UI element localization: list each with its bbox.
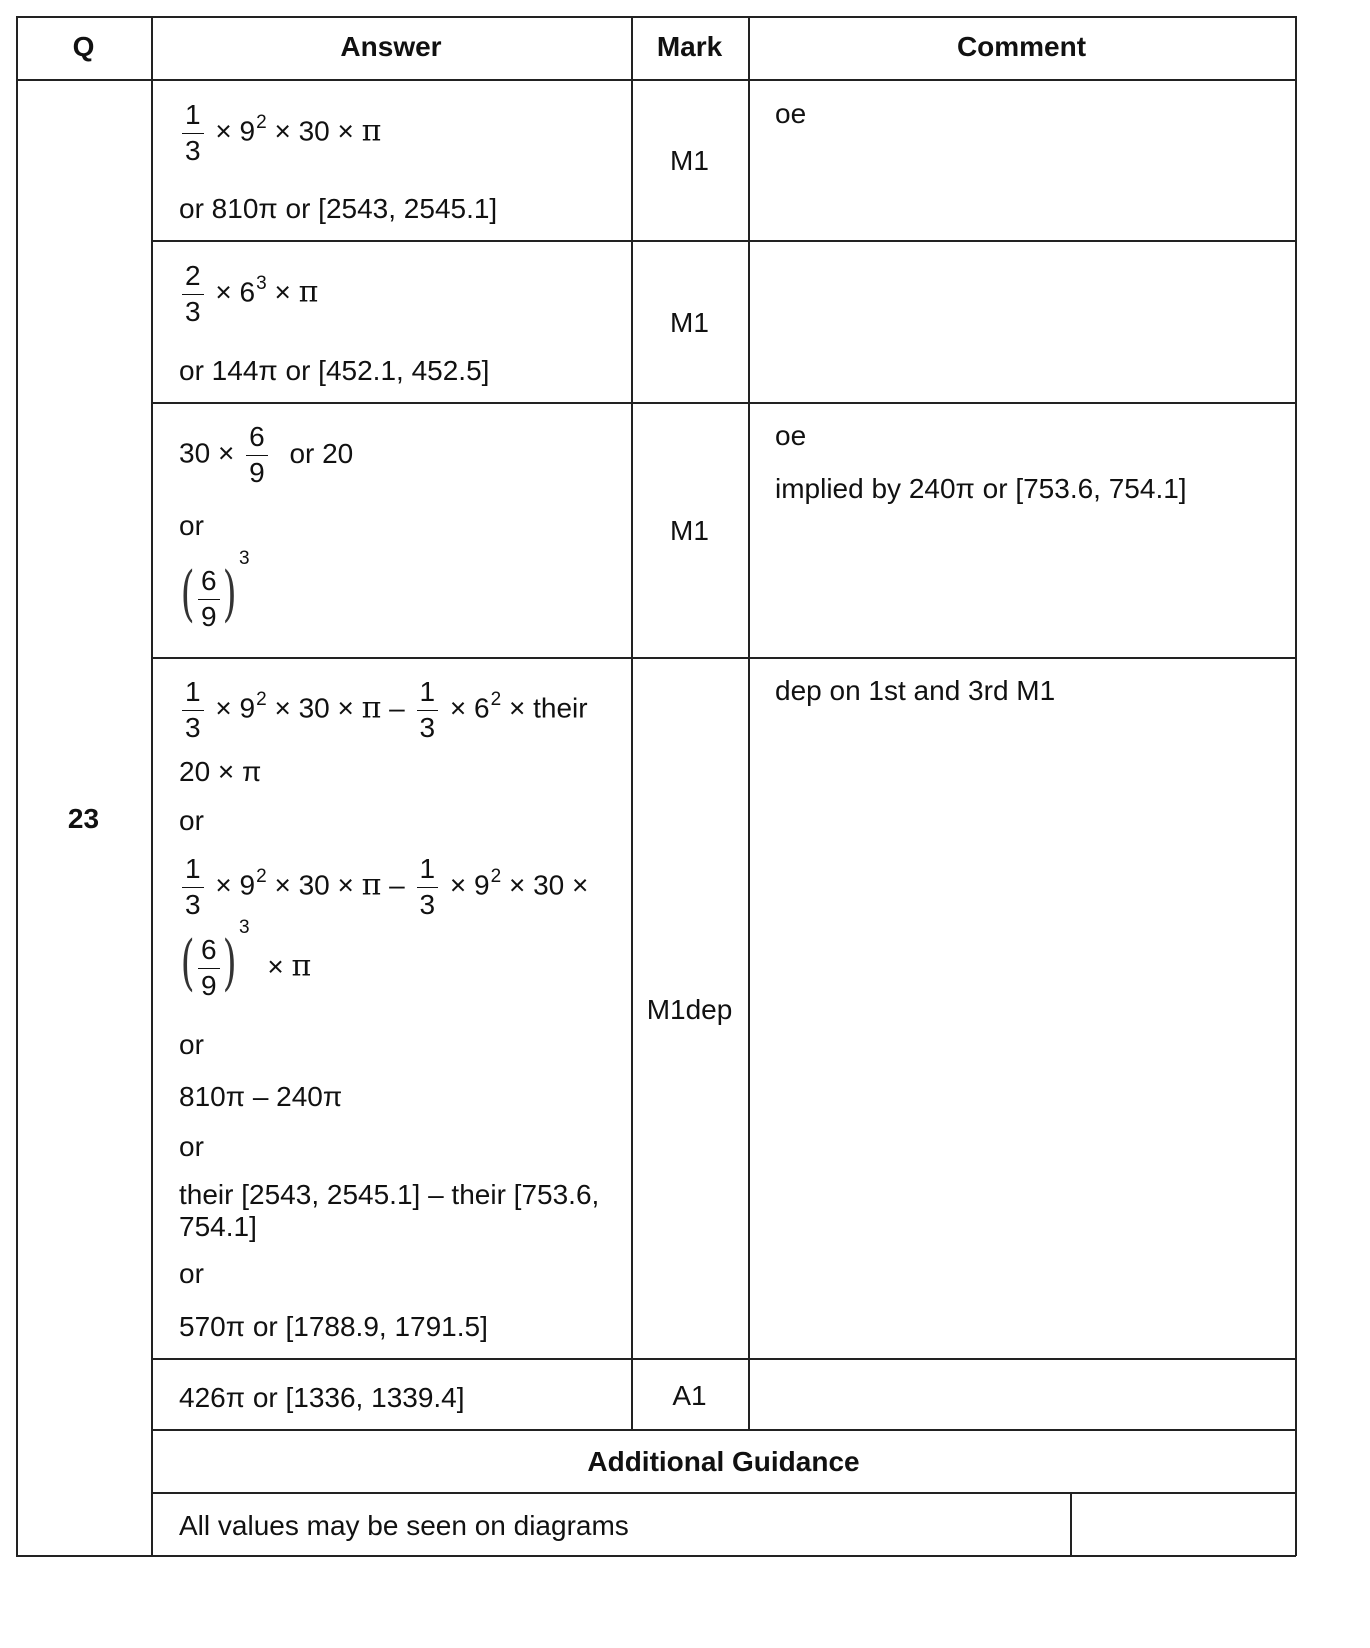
grid-line	[631, 16, 633, 1430]
grid-line	[748, 16, 750, 1430]
answer-row4-line1: $\frac{1}{3}$ × $9^2 \times 30 \times \pi$ – $\frac{1}{3}$ × $6^2$ × their	[178, 677, 588, 744]
grid-line	[151, 16, 153, 1556]
answer-row4-diff: 810π – 240π	[179, 1081, 343, 1112]
grid-line	[151, 657, 1296, 659]
header-comment: Comment	[956, 31, 1087, 62]
answer-row4-line3: $\frac{1}{3}$ × $9^2 \times 30 \times \pi$ – $\frac{1}{3}$ × $9^2 \times 30$ ×	[178, 854, 588, 921]
header-answer: Answer	[340, 31, 442, 62]
bracketed-fraction: ( $\frac{6}{9}$ ) 3	[180, 917, 250, 1001]
answer-row2-expression: $\frac{2}{3}$ × $6^3 \times \pi$	[178, 261, 318, 328]
answer-row4-their2: 754.1]	[179, 1211, 257, 1242]
grid-line	[151, 1429, 1296, 1431]
grid-line	[151, 1492, 1296, 1494]
grid-line	[151, 1358, 1296, 1360]
guidance-item: All values may be seen on diagrams	[179, 1510, 629, 1541]
answer-row1-alt: or 810π or [2543, 2545.1]	[179, 193, 498, 224]
mark-row3: M1	[670, 515, 709, 546]
answer-row3-or: or	[179, 510, 204, 541]
answer-row5: 426π or [1336, 1339.4]	[179, 1382, 465, 1413]
mark-row1: M1	[670, 145, 709, 176]
answer-row4-paren: ( $\frac{6}{9}$ ) 3 × π	[180, 917, 312, 1001]
answer-row4-or3: or	[179, 1131, 204, 1162]
mark-row4: M1dep	[646, 994, 733, 1025]
answer-row4-final: 570π or [1788.9, 1791.5]	[179, 1311, 488, 1342]
grid-line	[151, 402, 1296, 404]
fraction: $\frac{1}{3}$	[182, 100, 204, 167]
grid-line	[16, 1555, 1296, 1557]
answer-row3-paren	[180, 548, 250, 633]
grid-line	[151, 240, 1296, 242]
fraction: $\frac{6}{9}$	[246, 422, 268, 489]
comment-row1: oe	[775, 98, 807, 129]
answer-row2-alt: or 144π or [452.1, 452.5]	[179, 355, 490, 386]
question-number: 23	[67, 803, 100, 834]
answer-row4-their: their [2543, 2545.1] – their [753.6,	[179, 1179, 600, 1210]
answer-row4-line2: 20 × π	[179, 756, 262, 787]
grid-line	[16, 16, 1296, 18]
comment-row3-implied: implied by 240π or [753.6, 754.1]	[775, 473, 1187, 504]
comment-row4: dep on 1st and 3rd M1	[775, 675, 1056, 706]
grid-line	[16, 16, 18, 1556]
mark-row5: A1	[672, 1380, 707, 1411]
answer-row3-expression: 30 × $\frac{6}{9}$ or 20	[179, 421, 354, 488]
answer-row4-or1: or	[179, 805, 204, 836]
answer-row4-or2: or	[179, 1029, 204, 1060]
fraction: $\frac{2}{3}$	[182, 261, 204, 328]
answer-row1-expression: $\frac{1}{3}$ × $9^2 \times 30 \times \pi$	[178, 100, 381, 167]
comment-row3-oe: oe	[775, 420, 807, 451]
bracketed-fraction: ( $\frac{6}{9}$ ) 3	[180, 548, 250, 632]
answer-row4-or4: or	[179, 1258, 204, 1289]
header-q: Q	[72, 31, 95, 62]
mark-row2: M1	[670, 307, 709, 338]
guidance-title: Additional Guidance	[587, 1446, 860, 1477]
grid-line	[1295, 16, 1297, 1556]
grid-line	[16, 79, 1296, 81]
grid-line	[1070, 1492, 1072, 1556]
header-mark: Mark	[656, 31, 723, 62]
